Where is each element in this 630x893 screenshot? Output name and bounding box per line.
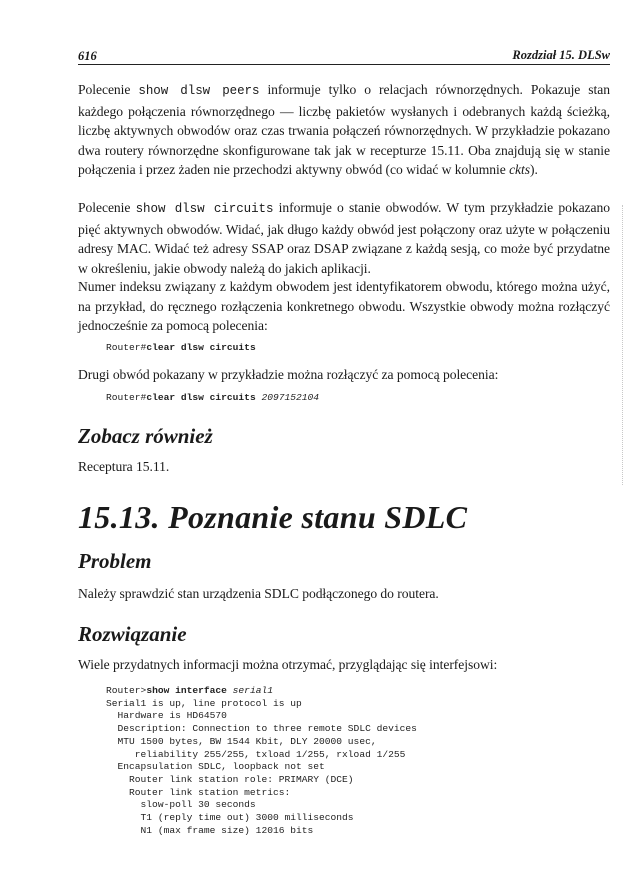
code-line: Router link station metrics: xyxy=(106,786,291,798)
paragraph-solution: Wiele przydatnych informacji można otrzymać, przyglądając się interfejsowi: xyxy=(78,657,498,672)
code-argument: serial1 xyxy=(232,685,273,696)
chapter-title: Rozdział 15. DLSw xyxy=(512,48,610,62)
text: ). xyxy=(530,162,538,178)
paragraph-second-circuit: Drugi obwód pokazany w przykładzie można rozłączyć za pomocą polecenia: xyxy=(78,367,499,382)
code-line: slow-poll 30 seconds xyxy=(106,799,256,811)
code-line: Description: Connection to three remote SDLC devices xyxy=(106,723,417,735)
paragraph-show-dlsw-peers xyxy=(78,80,610,180)
code-line: MTU 1500 bytes, BW 1544 Kbit, DLY 20000 usec, xyxy=(106,735,377,747)
code-line xyxy=(106,685,417,698)
text: Polecenie xyxy=(78,82,139,97)
inline-command: show dlsw circuits xyxy=(135,202,274,216)
code-command: show interface xyxy=(146,685,233,696)
code-prompt: Router> xyxy=(106,685,147,696)
heading-solution: Rozwiązanie xyxy=(78,622,187,646)
code-line: Serial1 is up, line protocol is up xyxy=(106,697,302,709)
text: Polecenie xyxy=(78,200,136,215)
text: informuje o stanie obwodów. W tym przykładzie pokazano pięć aktywnych obwodów. Widać, jak długo każdy obwód jest połączony oraz użyte w połączeniu adresy MAC. Widać też adresy SSAP oraz DSAP związane z każdą sesją, co może być przydatne w określeniu, jakie obwody należą do jakich aplikacji. xyxy=(78,200,611,276)
code-line: Hardware is HD64570 xyxy=(106,710,227,722)
running-header xyxy=(78,49,610,65)
code-command: clear dlsw circuits xyxy=(146,342,256,353)
code-line: reliability 255/255, txload 1/255, rxload 1/255 xyxy=(106,748,406,760)
page-number: 616 xyxy=(78,49,97,63)
paragraph-see-also: Receptura 15.11. xyxy=(78,459,170,474)
paragraph-problem: Należy sprawdzić stan urządzenia SDLC podłączonego do routera. xyxy=(78,586,439,601)
paragraph-circuit-index: Numer indeksu związany z każdym obwodem jest identyfikatorem obwodu, którego można użyć, na przykład, do ręcznego rozłączenia konkretnego obwodu. Wszystkie obwody można rozłączyć jednocześnie za pomocą polecenia: xyxy=(78,279,610,334)
code-clear-one-circuit xyxy=(106,392,319,405)
italic-term: ckts xyxy=(509,162,531,178)
code-show-interface xyxy=(106,685,417,837)
heading-problem: Problem xyxy=(78,549,152,573)
code-argument: 2097152104 xyxy=(261,392,320,403)
code-line: T1 (reply time out) 3000 milliseconds xyxy=(106,812,354,824)
code-line: N1 (max frame size) 12016 bits xyxy=(106,824,314,836)
code-command: clear dlsw circuits xyxy=(146,392,262,403)
paragraph-show-dlsw-circuits xyxy=(78,198,610,278)
code-line: Router link station role: PRIMARY (DCE) xyxy=(106,773,354,785)
header-rule xyxy=(78,64,610,65)
code-prompt: Router# xyxy=(106,392,147,403)
code-prompt: Router# xyxy=(106,342,147,353)
code-clear-all-circuits xyxy=(106,342,256,355)
inline-command: show dlsw peers xyxy=(138,84,260,98)
heading-see-also: Zobacz również xyxy=(78,424,213,448)
scan-edge-mark xyxy=(622,205,624,485)
text: informuje tylko o relacjach równorzędnych. Pokazuje stan każdego połączenia równorzędnego — liczbę pakietów wysłanych i odebranych każdą ścieżką, liczbę aktywnych obwodów oraz czas trwania połączeń równorzędnych. W przykładzie pokazano dwa routery równorzędne skonfigurowane tak jak w recepturze 15.11. Oba znajdują się w stanie połączenia i przez żaden nie przechodzi aktywny obwód (co widać w kolumnie xyxy=(78,82,610,178)
section-heading: 15.13. Poznanie stanu SDLC xyxy=(78,499,468,535)
code-line: Encapsulation SDLC, loopback not set xyxy=(106,761,325,773)
